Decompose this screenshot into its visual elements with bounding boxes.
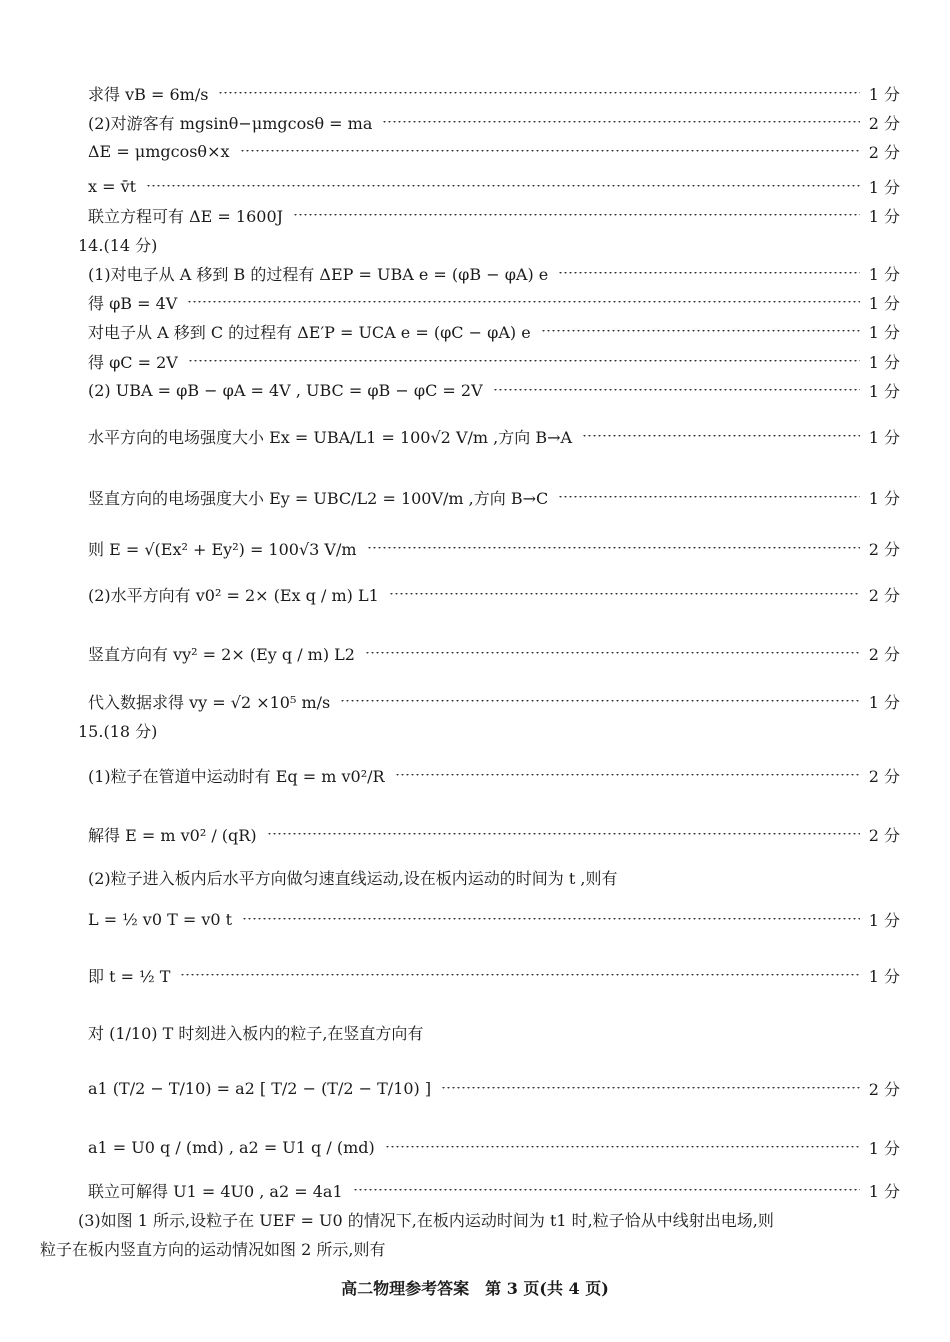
score: 1 分 [868, 428, 900, 447]
score: 2 分 [868, 767, 900, 786]
answer-line: 对 (1/10) T 时刻进入板内的粒子,在竖直方向有 [88, 1024, 424, 1043]
score: 1 分 [868, 967, 900, 986]
score: 2 分 [868, 1080, 900, 1099]
answer-line: 联立方程可有 ΔE = 1600J 1 分 [88, 204, 900, 227]
answer-line: (2)水平方向有 v0² = 2× (Ex q / m) L1 2 分 [88, 583, 900, 606]
score: 1 分 [868, 178, 900, 197]
question-header-14: 14.(14 分) [78, 236, 158, 255]
answer-line: (2)粒子进入板内后水平方向做匀速直线运动,设在板内运动的时间为 t ,则有 [88, 869, 618, 888]
score: 1 分 [868, 382, 900, 401]
score: 1 分 [868, 85, 900, 104]
score: 1 分 [868, 207, 900, 226]
answer-line: (2)对游客有 mgsinθ−μmgcosθ = ma 2 分 [88, 111, 900, 134]
answer-line: 代入数据求得 vy = √2 ×10⁵ m/s 1 分 [88, 690, 900, 713]
paragraph-line: (3)如图 1 所示,设粒子在 UEF = U0 的情况下,在板内运动时间为 t1 时,粒子恰从中线射出电场,则 [78, 1211, 774, 1230]
answer-line: a1 = U0 q / (md) , a2 = U1 q / (md) 1 分 [88, 1138, 900, 1158]
answer-line: L = ½ v0 T = v0 t 1 分 [88, 910, 900, 930]
score: 1 分 [868, 489, 900, 508]
score: 2 分 [868, 586, 900, 605]
answer-line: 求得 vB = 6m/s 1 分 [88, 82, 900, 105]
answer-line: (1)对电子从 A 移到 B 的过程有 ΔEP = UBA e = (φB − φA) e 1 分 [88, 262, 900, 285]
answer-line: a1 (T/2 − T/10) = a2 [ T/2 − (T/2 − T/10) ] 2 分 [88, 1079, 900, 1099]
answer-line: 联立可解得 U1 = 4U0 , a2 = 4a1 1 分 [88, 1179, 900, 1202]
score: 1 分 [868, 294, 900, 313]
score: 1 分 [868, 1139, 900, 1158]
answer-line: (2) UBA = φB − φA = 4V , UBC = φB − φC = 2V 1 分 [88, 381, 900, 401]
answer-line: 水平方向的电场强度大小 Ex = UBA/L1 = 100√2 V/m ,方向 B→A 1 分 [88, 425, 900, 448]
paragraph-line: 粒子在板内竖直方向的运动情况如图 2 所示,则有 [40, 1240, 386, 1259]
answer-line: 得 φC = 2V 1 分 [88, 350, 900, 373]
score: 2 分 [868, 540, 900, 559]
answer-line: 对电子从 A 移到 C 的过程有 ΔE′P = UCA e = (φC − φA) e 1 分 [88, 320, 900, 343]
score: 1 分 [868, 353, 900, 372]
answer-line: 即 t = ½ T 1 分 [88, 964, 900, 987]
score: 1 分 [868, 1182, 900, 1201]
score: 1 分 [868, 323, 900, 342]
page-footer: 高二物理参考答案 第 3 页(共 4 页) [341, 1279, 609, 1298]
answer-line: ΔE = μmgcosθ×x 2 分 [88, 142, 900, 162]
score: 2 分 [868, 114, 900, 133]
answer-line: 则 E = √(Ex² + Ey²) = 100√3 V/m 2 分 [88, 537, 900, 560]
score: 2 分 [868, 645, 900, 664]
score: 1 分 [868, 693, 900, 712]
score: 1 分 [868, 265, 900, 284]
answer-line: 解得 E = m v0² / (qR) 2 分 [88, 823, 900, 846]
answer-line: 竖直方向有 vy² = 2× (Ey q / m) L2 2 分 [88, 642, 900, 665]
question-header-15: 15.(18 分) [78, 722, 158, 741]
answer-line: x = v̄t 1 分 [88, 177, 900, 197]
score: 2 分 [868, 826, 900, 845]
answer-line: 得 φB = 4V 1 分 [88, 291, 900, 314]
score: 1 分 [868, 911, 900, 930]
answer-line: (1)粒子在管道中运动时有 Eq = m v0²/R 2 分 [88, 764, 900, 787]
score: 2 分 [868, 143, 900, 162]
answer-line: 竖直方向的电场强度大小 Ey = UBC/L2 = 100V/m ,方向 B→C 1 分 [88, 486, 900, 509]
